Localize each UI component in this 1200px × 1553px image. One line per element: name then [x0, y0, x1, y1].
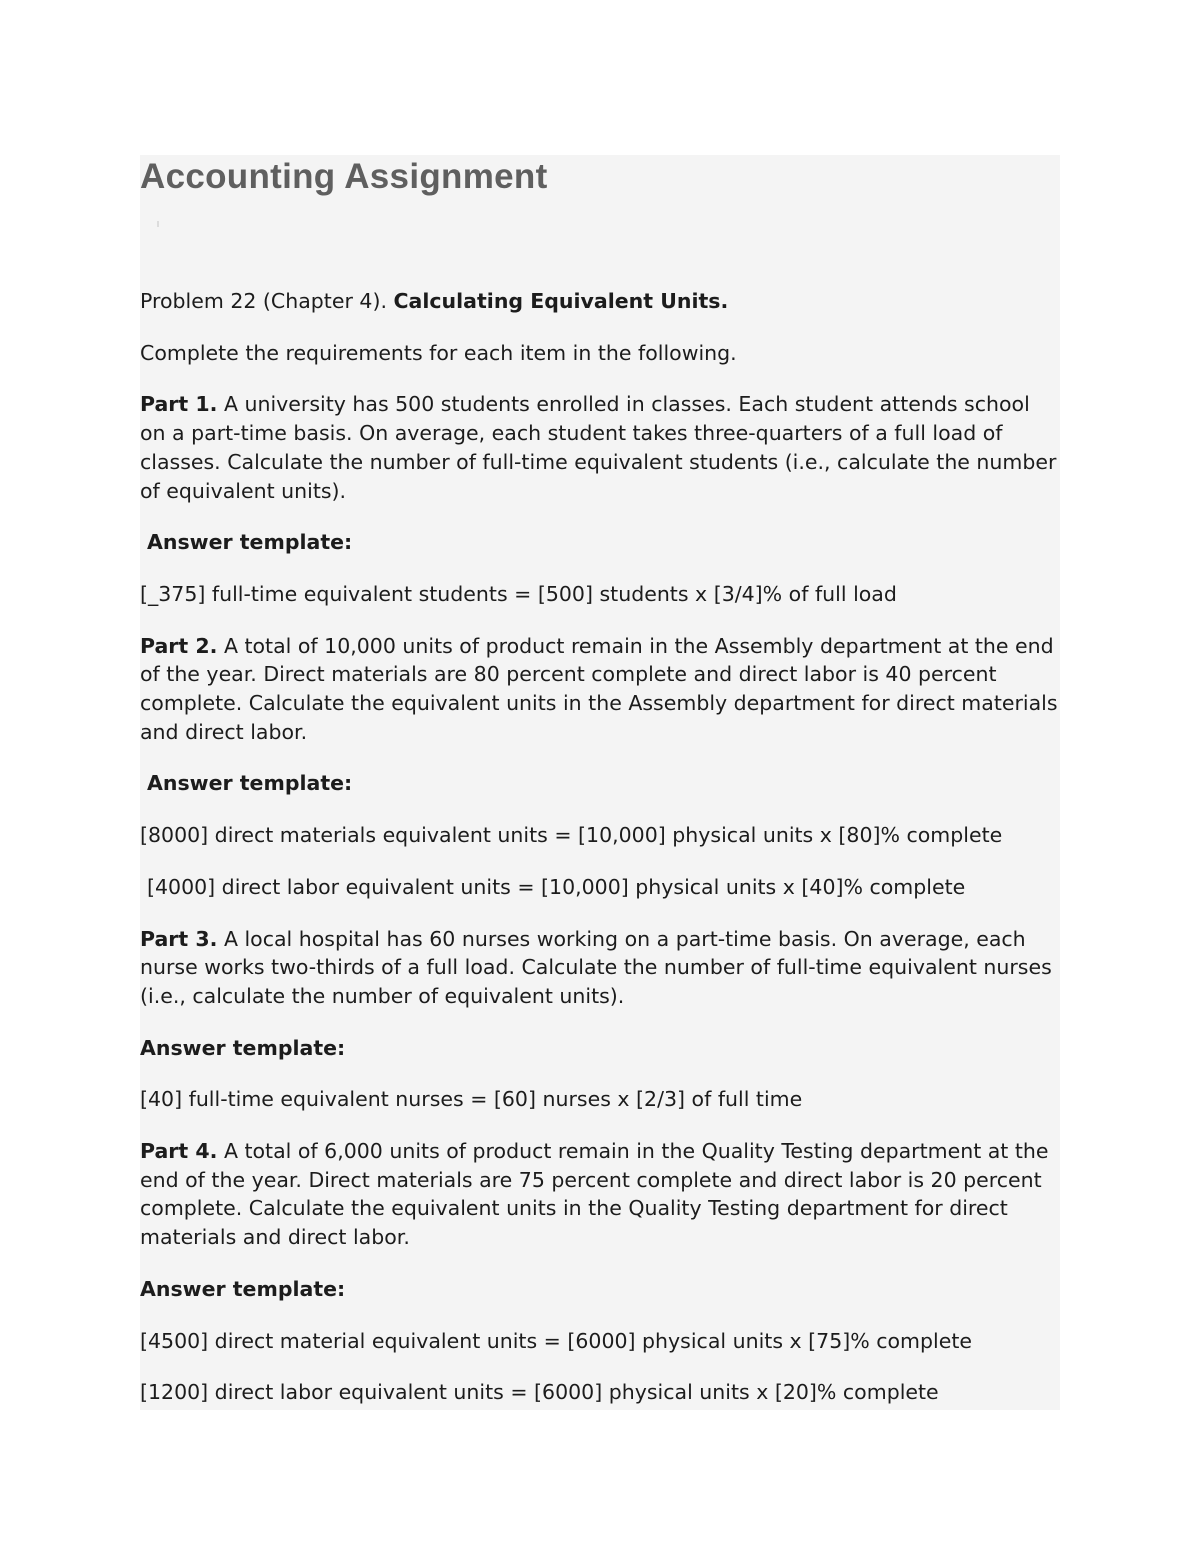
part-text: A local hospital has 60 nurses working on a part-time basis. On average, each nurse works two-thirds of a full load. Calculate the number of full-time equivalent nurses (i.e., calculate the number of equivalent units).	[140, 926, 1052, 1008]
answer-line: [1200] direct labor equivalent units = [6000] physical units x [20]% complete	[140, 1380, 939, 1405]
part-1	[140, 390, 1060, 505]
answer-template-label: Answer template:	[147, 771, 353, 796]
assignment-body	[140, 287, 1060, 1430]
part-label: Part 3.	[140, 926, 218, 951]
part-label: Part 1.	[140, 392, 218, 417]
answer-line: [8000] direct materials equivalent units = [10,000] physical units x [80]% complete	[140, 823, 1003, 848]
problem-title: Calculating Equivalent Units.	[393, 289, 729, 313]
intro-text: Complete the requirements for each item in the following.	[140, 340, 737, 365]
document-content	[140, 155, 1060, 1410]
part-text: A total of 10,000 units of product remain in the Assembly department at the end of the year. Direct materials are 80 percent complete and direct labor is 40 percent complete. Calculate the equivalent units in the Assembly department for direct materials and direct labor.	[140, 633, 1058, 744]
answer-line: [40] full-time equivalent nurses = [60] nurses x [2/3] of full time	[140, 1087, 803, 1112]
page-title: Accounting Assignment	[140, 157, 548, 196]
part-4	[140, 1137, 1060, 1252]
answer-line: [4500] direct material equivalent units = [6000] physical units x [75]% complete	[140, 1328, 972, 1353]
part-3	[140, 925, 1060, 1011]
answer-line: [_375] full-time equivalent students = [500] students x [3/4]% of full load	[140, 581, 897, 606]
part-label: Part 2.	[140, 633, 218, 658]
answer-template-label: Answer template:	[140, 1276, 346, 1301]
answer-template-label: Answer template:	[147, 530, 353, 555]
problem-heading	[140, 287, 1060, 316]
decorative-mark	[157, 221, 159, 227]
answer-line: [4000] direct labor equivalent units = [10,000] physical units x [40]% complete	[147, 874, 966, 899]
part-label: Part 4.	[140, 1139, 218, 1164]
part-2	[140, 632, 1060, 747]
part-text: A university has 500 students enrolled in classes. Each student attends school on a part-time basis. On average, each student takes three-quarters of a full load of classes. Calculate the number of full-time equivalent students (i.e., calculate the number of equivalent units).	[140, 392, 1057, 503]
part-text: A total of 6,000 units of product remain in the Quality Testing department at the end of the year. Direct materials are 75 percent complete and direct labor is 20 percent complete. Calculate the equivalent units in the Quality Testing department for direct materials and direct labor.	[140, 1139, 1049, 1250]
answer-template-label: Answer template:	[140, 1035, 346, 1060]
problem-lead: Problem 22 (Chapter 4).	[140, 289, 387, 313]
